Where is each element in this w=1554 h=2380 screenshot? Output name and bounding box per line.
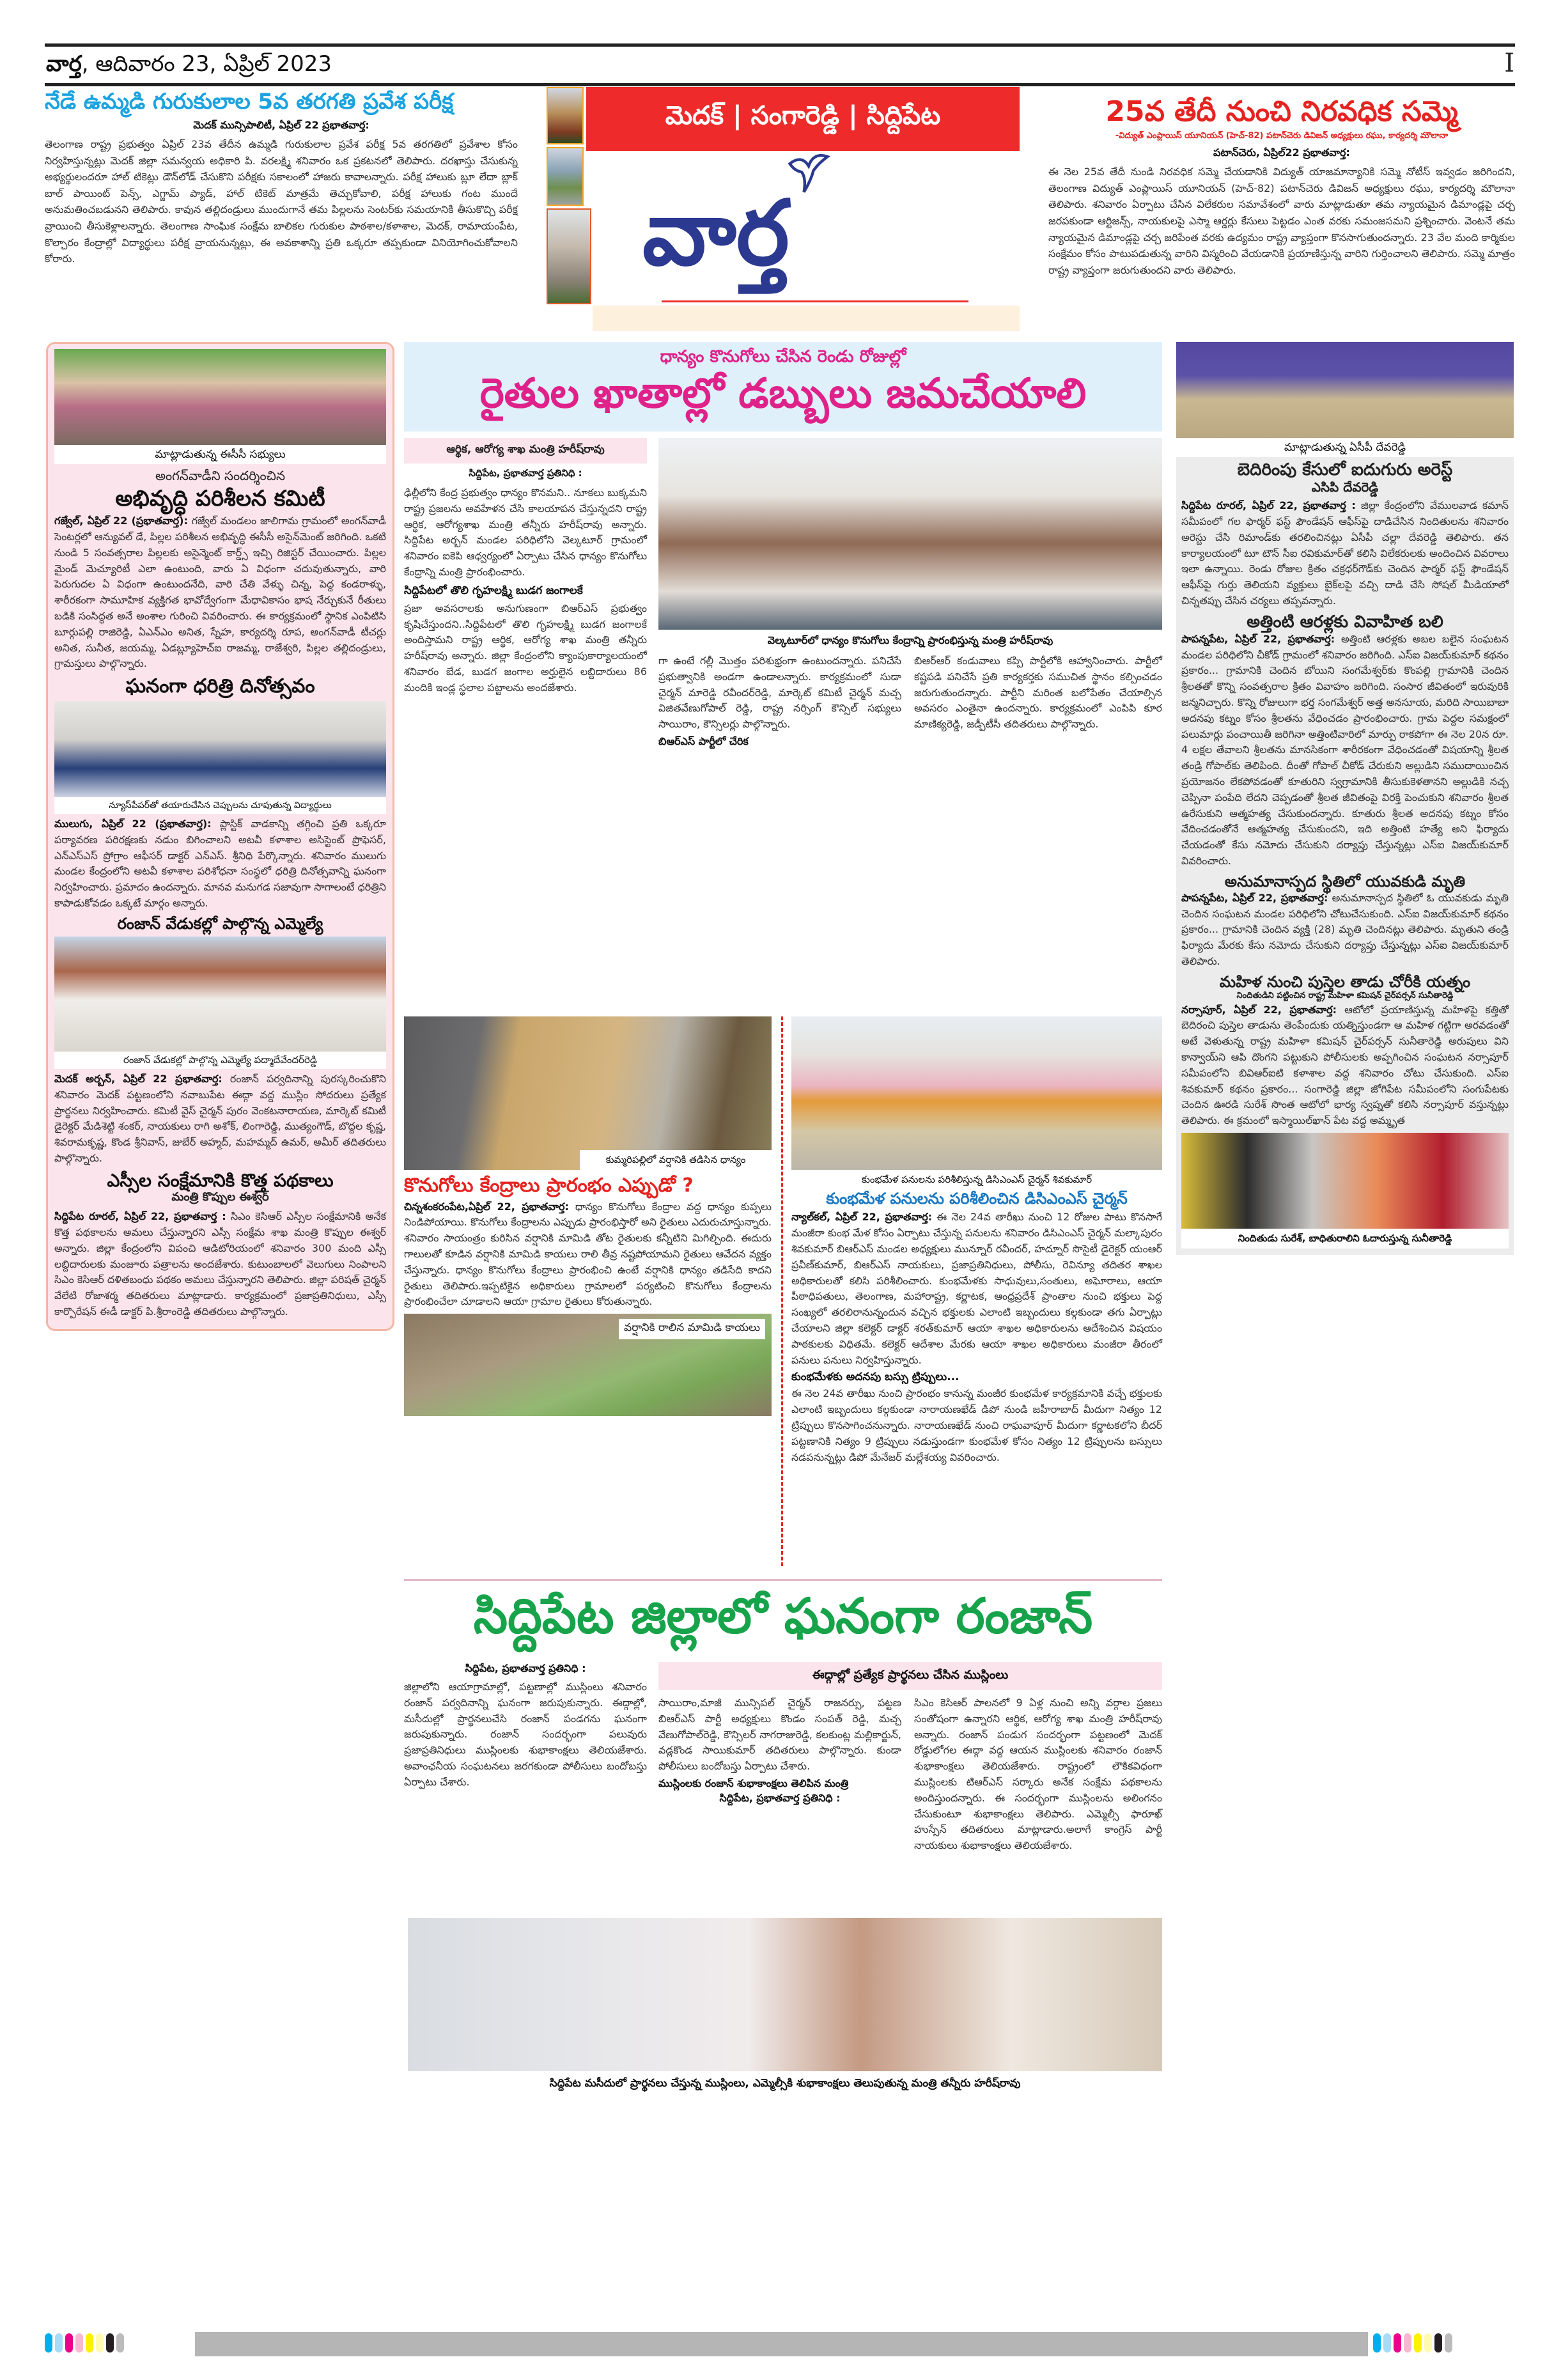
masthead-bottom-rule	[45, 83, 1515, 86]
bottom-lead-col2	[658, 1695, 901, 1807]
ramzan-prayers-photo	[408, 1918, 1162, 2071]
photo-caption: నిందితుడు సురేశ్, బాధితురాలిని ఓదారుస్తున్న సునీతారెడ్డి	[1181, 1229, 1509, 1249]
story-body	[54, 1071, 386, 1167]
headline: మహిళ నుంచి పుస్తెల తాడు చోరీకి యత్నం	[1219, 972, 1471, 991]
dateline: మెదక్ అర్బన్, ఏప్రిల్ 22 ప్రభాతవార్త:	[54, 1073, 222, 1085]
mango-photo	[404, 1314, 772, 1416]
center-lead-mid-col	[658, 653, 901, 750]
dateline: చిన్నశంకరంపేట,ఏప్రిల్ 22, ప్రభాతవార్త:	[404, 1200, 569, 1213]
headline: నేడే ఉమ్మడి గురుకులాల 5వ తరగతి ప్రవేశ పరీక్ష	[45, 89, 454, 114]
story-body: సాయిరాం,మాజీ మున్సిపల్ చైర్మన్ రాజనర్సు, పట్టణ బిఆర్ఎస్ పార్టీ అధ్యక్షులు కొండం సంపత్ రెడ్డి, మచ్చ వేణుగోపాల్‌రెడ్డి, కౌన్సిలర్ నాగరాజురెడ్డి, కలకుంట్ల మల్లికార్జున్, వడ్లకొండ సాయికుమార్ తదితరులు పాల్గొన్నారు. కుండా పోలీసులు బందోబస్తు ఏర్పాటు చేశారు.	[658, 1697, 901, 1773]
headline: బెదిరింపు కేసులో ఐదుగురు అరెస్ట్	[1237, 460, 1453, 480]
logo-underline	[662, 300, 968, 302]
subheadline: ఎసిపి దేవరెడ్డి	[1311, 479, 1379, 495]
black-mark	[106, 2333, 114, 2353]
story-body: బిఆర్ఆర్ కండువాలు కప్పి పార్టీలోకి ఆహ్వానించారు. పార్టీలో కష్టపడి పనిచేసే ప్రతి కార్యకర్తకు సముచిత స్థానం కల్పించడం జరుగుతుందన్నారు. పార్టీని మరింత బలోపేతం చేయాల్సిన అవసరం ఎంతైనా ఉందన్నారు. కార్యక్రమంలో ఎంపిపి కూర మాణిక్యరెడ్డి, జడ్పీటీసీ తదితరులు పాల్గొన్నారు.	[914, 655, 1162, 731]
right-column	[1176, 342, 1514, 1255]
story-body: తెలంగాణ రాష్ట్ర ప్రభుత్వం ఏప్రిల్ 23వ తేదీన ఉమ్మడి గురుకులాల ప్రవేశ పరీక్ష 5వ తరగతిలో ప్రవేశాల కోసం నిర్వహిస్తున్నట్లు మెదక్ జిల్లా సమన్వయ అధికారి పి. వరలక్ష్మి శనివారం ఒక ప్రకటనలో తెలిపారు. దరఖాస్తు చేసుకున్న అభ్యర్థులందరూ హాల్ టికెట్లు డౌన్‌లోడ్ చేసుకొని పరీక్షకు సకాలంలో హాజరు కావాలన్నారు. పరీక్ష హాలుకు బ్లూ లేదా బ్లాక్ బాల్ పాయింట్ పెన్స్, ఎగ్జామ్ ప్యాడ్, హాల్ టికెట్ మాత్రమే తెచ్చుకోవాలి, పరీక్ష హాలుకు గంట ముందే అనుమతించబడునని తెలిపారు. కావున తల్లిదండ్రులు ముందుగానే తమ పిల్లలను సెంటర్‌కు సమయానికి తీసుకొచ్చి పరీక్ష వ్రాయించి తీసుకెళ్లాలన్నారు. తెలంగాణ సాంఘిక సంక్షేమ బాలికల గురుకుల పాఠశాల/కళాశాల, మెదక్, రామాయంపేట, కొల్చారం కేంద్రాల్లో విద్యార్థులు పరీక్ష వ్రాయనున్నట్లు, ఈ అవకాశాన్ని ప్రతి ఒక్కరూ తప్పకుండా వినియోగించుకోవాలని కోరారు.	[45, 138, 518, 265]
photo-caption: మాట్లాడుతున్న ఏసీపీ దేవరెడ్డి	[1284, 441, 1406, 454]
grey-mark	[1445, 2333, 1452, 2353]
anganwadi-photo	[54, 349, 386, 445]
harish-rao-photo	[658, 438, 1162, 630]
photo-caption: రంజాన్ వేడుకల్లో పాల్గొన్న ఎమ్మెల్యే పద్మాదేవేందర్‌రెడ్డి	[54, 1052, 386, 1069]
dateline: సిద్దిపేట, ప్రభాతవార్త ప్రతినిధి :	[469, 467, 582, 479]
kicker: ధాన్యం కొనుగోలు చేసిన రెండు రోజుల్లో	[660, 347, 906, 366]
logo-wordmark: వార్త	[642, 182, 789, 286]
bottom-lead-col3	[914, 1695, 1162, 1854]
region-banner-text: మెదక్ | సంగారెడ్డి | సిద్దిపేట	[665, 101, 941, 130]
center-lead-header	[404, 342, 1162, 432]
cyan-mark	[45, 2333, 52, 2353]
story-body: ఈ నెల 25వ తేదీ నుండి నిరవధిక సమ్మె చేయడానికి విద్యుత్ యాజమాన్యానికి సమ్మె నోటీస్ ఇవ్వడం జరిగిందని, తెలంగాణ విద్యుత్ ఎంప్లాయిస్ యూనియన్ (హెచ్-82) పటాన్‌చెరు డివిజన్ అధ్యక్షులు రఘు, కార్యదర్శి మౌలానా తెలిపారు. శనివారం ఏర్పాటు చేసిన విలేకరుల సమావేశంలో వారు మాట్లాడుతూ తమ న్యాయమైన డిమాండ్లపై చర్చ జరపకుండా ఆర్టిజన్స్, నాయకులపై ఎస్మా ఆర్డర్లు కేసులు పెట్టడం ఎంత వరకు సమంజసమని ప్రశ్నించారు. వెంటనే తమ న్యాయమైన డిమాండ్లపై చర్చ జరిపేంత వరకు ఉద్యమం రాష్ట్ర వ్యాప్తంగా కొనసాగుతుందన్నారు. 23 వేల మంది కార్మికుల సంక్షేమం కోసం పాటుపడుతున్న వారిని విస్మరించి వేయడానికి ప్రయాణిస్తున్న వారిని గుర్తించాలని తెలిపారు. సమ్మె మాత్రం రాష్ట్ర వ్యాప్తంగా జరుగుతుందని వారు తెలిపారు.	[1048, 166, 1515, 276]
ramzan-mla-photo	[54, 937, 386, 1052]
column-separator	[781, 1016, 783, 1566]
dateline: సిద్దిపేట, ప్రభాతవార్త ప్రతినిధి :	[465, 1662, 586, 1674]
masthead-date: వార్త, ఆదివారం 23, ఏప్రిల్ 2023	[46, 51, 332, 77]
dateline: మెదక్ మున్సిపాలిటీ, ఏప్రిల్ 22 ప్రభాతవార్త:	[193, 119, 369, 132]
photo-caption: వెల్కటూర్‌లో ధాన్యం కొనుగోలు కేంద్రాన్ని ప్రారంభిస్తున్న మంత్రి హరీష్‌రావు	[767, 634, 1053, 646]
story-text: రంజాన్ పర్వదినాన్ని పురస్కరించుకొని శనివారం మెదక్ పట్టణంలోని నవాబుపేట ఈద్గా వద్ద ముస్లిం సోదరులు ప్రత్యేక ప్రార్థనలు నిర్వహించారు. కమిటీ వైస్ చైర్మన్ పురం వెంకటనారాయణ, మార్కెట్ కమిటీ డైరెక్టర్ మేడిశెట్టి శంకర్, నాయకులు రాగి అశోక్, లింగారెడ్డి, ముత్యంగౌడ్, బొద్దల కృష్ణ, శివరామకృష్ణ, కొండ శ్రీనివాస్, జుబేర్ అహ్మద్, మహమ్మద్ ఉమర్, అమీర్ తదితరులు పాల్గొన్నారు.	[54, 1073, 386, 1165]
headline: కుంభమేళ పనులను పరిశీలించిన డిసిఎంఎస్ చైర్మన్	[826, 1189, 1128, 1208]
magenta-mark	[1394, 2333, 1401, 2353]
subheadline: -విద్యుత్ ఎంప్లాయిస్ యూనియన్ (హెచ్-82) పటాన్‌చెరు డివిజన్ అధ్యక్షులు రఘు, కార్యదర్శి మౌలానా	[1115, 131, 1449, 141]
story-body: ఈ నెల 24వ తారీఖు నుంచి ప్రారంభం కానున్న మంజీర కుంభమేళ కార్యక్రమానికి వచ్చే భక్తులకు ఎలాంటి ఇబ్బందులు కల్గకుండా నారాయణఖేడ్ డిపో నుండి జహీరాబాద్ మీదుగా నిత్యం 12 ట్రిప్పులు కొనసాగించనున్నారు. నారాయణఖేడ్ నుంచి రాఘవాపూర్ మీదుగా కర్ణాటకలోని బీదర్ పట్టణానికి నిత్యం 9 ట్రిప్పులు నడుస్తుండగా కుంభమేళ కోసం నిత్యం 12 ట్రిప్పులను బస్సులు నడపనున్నట్లు డిపో మేనేజర్ మల్లేశయ్య వివరించారు.	[791, 1387, 1162, 1463]
headline: అనుమానాస్పద స్థితిలో యువకుడి మృతి	[1224, 872, 1466, 891]
story-body: ఢిల్లీలోని కేంద్ర ప్రభుత్వం ధాన్యం కొనమని.. నూకలు బుక్కమని రాష్ట్ర ప్రజలను అవహేళన చేసి కాలయాపన చేస్తున్నదని రాష్ట్ర ఆర్థిక, ఆరోగ్యశాఖ మంత్రి తన్నీరు హరీష్‌రావు అన్నారు. సిద్దిపేట అర్బన్ మండల పరిధిలోని వెల్కటూర్ గ్రామంలో శనివారం ఐకెపి ఆధ్వర్యంలో ఏర్పాటు చేసిన ధాన్యం కొనుగోలు కేంద్రాన్ని మంత్రి ప్రారంభించారు.	[404, 486, 647, 578]
photo-caption: వర్షానికి రాలిన మామిడి కాయలు	[619, 1319, 765, 1339]
light-cyan-mark	[1383, 2333, 1391, 2353]
light-yellow-mark	[1424, 2333, 1432, 2353]
dateline: గజ్వేల్, ఏప్రిల్ 22 (ప్రభాతవార్త):	[54, 515, 188, 527]
top-left-story	[45, 89, 518, 267]
photo-caption: కుమ్మరిపల్లిలో వర్షానికి తడిసిన ధాన్యం	[580, 1150, 772, 1171]
students-photo	[54, 701, 386, 797]
story-text: ఈ నెల 24వ తారీఖు నుంచి 12 రోజుల పాటు కొనసాగే మంజీరా కుంభ మేళ కోసం ఏర్పాటు చేస్తున్న పనులను శనివారం డిసిఎంఎస్ చైర్మన్ మల్కాపురం శివకుమార్ బిఆర్ఎస్ మండల అధ్యక్షులు మున్నూర్ రవీందర్, హద్నూర్ సొసైటీ డైరెక్టర్ యంఆర్ ప్రవీణ్‌కుమార్, బిఆర్ఎస్ నాయకులు, ప్రజాప్రతినిధులు, పోలీసు, రెవిన్యూ తదితర శాఖల అధికారులతో కలిసి పరిశీలించారు. కుంభమేళకు సాధువులు,సంతులు, అఘోరాలు, ఆయా పీఠాధిపతులు, తెలంగాణ, మహారాష్ట్ర, కర్ణాటక, ఆంధ్రప్రదేశ్ ప్రాంతాల నుంచి భక్తులు పెద్ద సంఖ్యలో తరలిరానున్నందున వచ్చిన భక్తులకు ఎలాంటి ఇబ్బందులు కల్గకుండా తగు ఏర్పాట్లు చేయాలని జిల్లా కలెక్టర్ డాక్టర్ శరత్‌కుమార్ ఆయా శాఖల అధికారులను ఆదేశించిన విషయం పాఠకులకు విధితమే. కలెక్టర్ ఆదేశాల మేరకు ఆయా శాఖల అధికారులు మంజీరా తీరంలో పనులు పనులు నిర్వహిస్తున్నారు.	[791, 1211, 1162, 1366]
kicker: అంగన్‌వాడీని సందర్శించిన	[155, 468, 285, 484]
bottom-lead-col1	[404, 1662, 647, 1791]
center-mid-left	[404, 1016, 772, 1416]
story-body	[1181, 498, 1509, 609]
story-body: గా ఉంటే గల్లీ మొత్తం పరిశుభ్రంగా ఉంటుందన్నారు. పనిచేసే ప్రభుత్వానికి అండగా ఉండాలన్నారు. కార్యక్రమంలో సుడా చైర్మన్ మారెడ్డి రవీందర్‌రెడ్డి, మార్కెట్ కమిటీ చైర్మన్ మచ్చ విజితవేణుగోపాల్ రెడ్డి, రాష్ట్ర నర్సింగ్ కౌన్సిల్ సభ్యులు సాయిరాం, కౌన్సిలర్లు పాల్గొన్నారు.	[658, 655, 901, 731]
paper-name-small: వార్త	[46, 51, 82, 77]
center-lead-left-col	[404, 438, 647, 696]
headline: ఘనంగా ధరిత్రి దినోత్సవం	[125, 675, 315, 698]
headline: అభివృద్ధి పరిశీలన కమిటీ	[115, 486, 325, 512]
subhead: ముస్లింలకు రంజాన్ శుభాకాంక్షలు తెలిపిన మంత్రి	[658, 1777, 849, 1789]
story-body: సిఎం కెసిఆర్ పాలనలో 9 ఏళ్ల నుంచి అన్ని వర్గాల ప్రజలు సంతోషంగా ఉన్నారని ఆర్థిక, ఆరోగ్య శాఖ మంత్రి హరీష్‌రావు అన్నారు. రంజాన్ పండుగ సందర్భంగా పట్టణంలో మెదక్ రోడ్డులోగల ఈద్గా వద్ద ఆయన ముస్లింలకు శనివారం రంజాన్ శుభాకాంక్షలు తెలియజేశారు. రాష్ట్రంలో లౌకికవిధంగా ముస్లింలకు టిఆర్ఎస్ సర్కారు అనేక సంక్షేమ పథకాలను అందిస్తుందన్నారు. ఈ సందర్భంగా ముస్లింలను అలింగనం చేసుకుంటూ శుభాకాంక్షలు తెలిపారు. ఎమ్మెల్సీ ఫారూఖ్ హుస్సేన్ తదితరులు మాట్లాడారు.అలాగే కాంగ్రెస్ పార్టీ నాయకులు శుభాకాంక్షలు తెలియజేశారు.	[914, 1697, 1162, 1852]
story-text: అనుమానాస్పద స్థితిలో ఓ యువకుడు మృతి చెందిన సంఘటన మండల పరిధిలోని చోటుచేసుకుంది. ఎస్ఐ విజయ్‌కుమార్ కథనం ప్రకారం... గ్రామానికి చెందిన వ్యక్తి (28) మృతి చెందినట్లు తెలిపారు. మృతుని తండ్రి ఫిర్యాదు మేరకు కేసు నమోదు చేసుకుని దర్యాప్తు చేస్తున్నట్లు ఎస్ఐ విజయ్‌కుమార్ తెలిపారు.	[1181, 891, 1509, 967]
photo-caption: న్యూస్‌పేపర్‌తో తయారుచేసిన చెప్పులను చూపుతున్న విద్యార్థులు	[54, 797, 386, 814]
story-body	[404, 1199, 772, 1311]
story-body: జిల్లాలోని ఆయాగ్రామాల్లో, పట్టణాల్లో ముస్లింలు శనివారం రంజాన్ పర్వదినాన్ని ఘనంగా జరుపుకున్నారు. ఈద్గాల్లో, మసీదుల్లో ప్రార్థనలుచేసి రంజాన్ పండగను ఘనంగా జరుపుకున్నారు. రంజాన్ సందర్భంగా పలువురు ప్రజాప్రతినిధులు ముస్లింలకు శుభాకాంక్షలు తెలియజేశారు. అవాంఛనీయ సంఘటనలు జరగకుండా పోలీసులు బందోబస్తు ఏర్పాటు చేశారు.	[404, 1681, 647, 1788]
cyan-mark	[1373, 2333, 1381, 2353]
dateline: సిద్దిపేట రూరల్, ఏప్రిల్ 22, ప్రభాతవార్త :	[54, 1210, 226, 1223]
story-text: ధాన్యం కొనుగోలు కేంద్రాల వద్ద ధాన్యం కుప్పలు నిండిపోయాయి. కొనుగోలు కేంద్రాలను ఎప్పుడు ప్రారంభిస్తారో అని రైతులు ఎదురుచూస్తున్నారు. శనివారం సాయంత్రం కురిసిన వర్షానికి మామిడి తోట రైతులకు కన్నీటిని మిగిల్చింది. ఈదురు గాలులతో కూడిన వర్షానికి మామిడి కాయలు రాలి తీవ్ర నష్టపోయామని రైతులు ఆవేదన వ్యక్తం చేస్తున్నారు. ధాన్యం కొనుగోలు కేంద్రాలు ప్రారంభించి ఉంటే వర్షానికి ధాన్యం తడిసేది కాదని రైతులు తెలిపారు.ఇప్పటికైన అధికారులు గ్రామాలలో పర్యటించి కొనుగోలు కేంద్రాలను ప్రారంభించేలా చూడాలని ఆయా గ్రామాల రైతులు కోరుతున్నారు.	[404, 1200, 772, 1308]
right-column-box	[1176, 457, 1514, 1255]
date-line: ఆదివారం 23, ఏప్రిల్ 2023	[95, 51, 332, 77]
dateline: పాపన్నపేట, ఏప్రిల్ 22, ప్రభాతవార్త:	[1181, 632, 1335, 645]
story-body	[791, 1209, 1162, 1368]
light-cyan-mark	[55, 2333, 63, 2353]
top-rule	[45, 43, 1515, 47]
temple-photo	[547, 87, 584, 144]
story-text: ఆటోలో ప్రయాణిస్తున్న మహిళపై కత్తితో బెదిరంచి పుస్తెల తాడును తెంపేందుకు యత్నిస్తుండగా ఆ మహిళ గట్టిగా అరవడంతో అటే వెళుతున్న రాష్ట్ర మహిళా కమిషన్ చైర్‌పర్సన్ సునీతారెడ్డి అరుపులు విని కాన్వాయ్‌ని ఆపి దొంగని పట్టుకుని పోలీసులకు అప్పగించిన సంఘటన నర్సాపూర్ సమీపంలోని బివిఆర్‌ఐటి కళాశాల వద్ద శనివారం చోటు చేసుకుంది. ఎస్ఐ శివకుమార్ కథనం ప్రకారం... సంగారెడ్డి జిల్లా జోగిపేట సమీపంలోని సంగుపేటకు చెందిన ఊరడి సురేశ్ సొంత ఆటోలో భార్య స్వప్నతో కలిసి నర్సాపూర్ వస్తున్నట్లు తెలిపారు. ఈ క్రమంలో ఇస్మాయిల్‌ఖాన్ పేట వద్ద అమ్మృత	[1181, 1003, 1509, 1127]
registration-marks-left	[45, 2333, 127, 2355]
bottom-lead	[404, 1589, 1162, 1643]
yellow-mark	[1414, 2333, 1422, 2353]
story-body	[54, 816, 386, 912]
dateline: ములుగు, ఏప్రిల్ 22 (ప్రభాతవార్త):	[54, 817, 212, 830]
story-body	[54, 1209, 386, 1320]
auto-theft-photo	[1181, 1133, 1509, 1229]
registration-marks-right	[1373, 2333, 1455, 2355]
story-body	[1181, 891, 1509, 970]
story-body	[1181, 632, 1509, 869]
yellow-mark	[86, 2333, 93, 2353]
kumbhamela-photo	[791, 1016, 1162, 1170]
left-column	[46, 342, 394, 1331]
light-magenta-mark	[75, 2333, 83, 2353]
acp-press-photo	[1176, 342, 1514, 438]
subheadline: నిందితుడిని పట్టించిన రాష్ట్ర మహిళా కమిషన్ చైర్‌పర్సన్ సునీతారెడ్డి	[1236, 990, 1454, 1000]
headline: రైతుల ఖాతాల్లో డబ్బులు జమచేయాలి	[479, 370, 1087, 417]
photo-caption: మాట్లాడుతున్న ఈసీసీ సభ్యులు	[54, 445, 386, 464]
headline: అత్తింటి ఆరళ్లకు వివాహిత బలి	[1247, 612, 1443, 632]
light-magenta-mark	[1404, 2333, 1411, 2353]
photo-caption: సిద్దిపేట మసీదులో ప్రార్థనలు చేస్తున్న ముస్లింలు, ఎమ్మెల్సీకి శుభాకాంక్షలు తెలుపుతున్న మంత్రి తన్నీరు హరీష్‌రావు	[549, 2077, 1021, 2090]
story-text: సిఎం కెసిఆర్ ఎస్సీల సంక్షేమానికి అనేక కొత్త పథకాలను అమలు చేస్తున్నారని ఎస్సీ సంక్షేమ శాఖ మంత్రి కొప్పుల ఈశ్వర్ అన్నారు. జిల్లా కేంద్రంలోని విపంచి ఆడిటోరియంలో శనివారం 300 మంది ఎస్సీ లబ్దిదారులకు మంజూరు పత్రాలను అందజేశారు. కుటుంబాలలో వెలుగులు నింపాలని సిఎం కెసిఆర్ దళితబంధు పథకం అమలు చేస్తున్నారని తెలిపారు. జిల్లా పరిషత్ చైర్మన్ వేలేటి రోజాశర్మ తదితరులు మాట్లాడారు. కార్యక్రమంలో ప్రజాప్రతినిధులు, ఎస్సీ కార్పొరేషన్ ఈడీ డాక్టర్ పి.శ్రీరాంరెడ్డి తదితరులు పాల్గొన్నారు.	[54, 1210, 386, 1318]
subhead-dateline: సిద్దిపేట, ప్రభాతవార్త ప్రతినిధి :	[719, 1791, 841, 1804]
light-yellow-mark	[96, 2333, 104, 2353]
subhead: బిఆర్ఎస్ పార్టీలో చేరిక	[658, 735, 749, 747]
headline: కొనుగోలు కేంద్రాలు ప్రారంభం ఎప్పుడో ?	[404, 1174, 694, 1197]
center-lead-right-col	[914, 653, 1162, 733]
dove-icon	[783, 150, 834, 194]
bottom-lead-box	[658, 1662, 1162, 1690]
logo-footer-band	[593, 306, 1020, 331]
magenta-mark	[65, 2333, 73, 2353]
church-photo	[547, 208, 591, 304]
photo-caption: కుంభమేళ పనులను పరిశీలిస్తున్న డిసిఎంఎస్ చైర్మన్ శివకుమార్	[861, 1174, 1092, 1185]
black-mark	[1434, 2333, 1442, 2353]
subheadline: మంత్రి కొప్పుల ఈశ్వర్	[171, 1190, 269, 1204]
story-text: అత్తింటి ఆరళ్లకు అబల బలైన సంఘటన మండల పరిధిలోని చీకోడ్ గ్రామంలో శనివారం జరిగింది. ఎస్ఐ విజయ్‌కుమార్ కథనం ప్రకారం... గ్రామానికి చెందిన బోయిని సంగమేశ్వర్‌కు కొంపల్లి గ్రామానికి చెందిన శ్రీలతతో కొన్ని సంవత్సరాల క్రితం వివాహం జరిగింది. సంసార జీవితంలో ఇరువురికి జన్మనిచ్చారు. కొన్ని రోజులుగా భర్త సంగమేశ్వర్ అత్త అనసూయ, మరిది సాయిబాబా అదనపు కట్నం కోసం శ్రీలతను వేధించడం ప్రారంభించారు. గ్రామ పెద్దల సమక్షంలో పలుమార్లు పంచాయితీ జరిగినా అత్తింటివారిలో మార్పు రాకపోగా ఈ నెల 20న రూ. 4 లక్షల తేవాలని శ్రీలతను మానసికంగా శారీరకంగా వేధించడంతో విషయాన్ని శ్రీలత తండ్రి గోపాల్‌కు తెలిపింది. దీంతో గోపాల్ చీకోడ్ చేరుకుని అల్లుడిని సముదాయించిన ప్రయోజనం లేకపోవడంతో కూతురిని స్వగ్రామానికి తీసుకుకెళతానని అల్లుడికి నచ్చ చెప్పినా పంపేది లేదని చెప్పడంతో శ్రీలత జీవితంపై విరక్తి పెంచుకుని శనివారం శ్రీలత ఉరేసుకుని ఆత్మహత్య చేసుకుందన్నారు. కూతురు శ్రీలత అదనపు కట్నం కోసం వేదించడంతోనే ఆత్మహత్య చేసుకుందని, ఇది అత్తింటి హత్యే అని ఫిర్యాదు చేయడంతో కేసు నమోదు చేసుకుని దర్యాప్తు చేస్తున్నట్లు ఎస్ఐ విజయ్‌కుమార్ వివరించారు.	[1181, 632, 1509, 867]
story-text: గజ్వేల్ మండలం జాలిగామ గ్రామంలో అంగన్‌వాడీ సెంటర్లలో ఆన్యువల్ డే, పిల్లల పరిశీలన అభివృద్ధి ఈసీసీ అసైన్‌మెంట్ జరిగింది. ఒకటి నుండి 5 సంవత్సరాల పిల్లలకు అసైన్మెంట్ కార్డ్స్ ఇచ్చి రిజిస్టర్ చేయించారు. పిల్లల మైండ్ మెచ్యూరిటీ ఎలా ఉంటుంది, వారు ఏ విధంగా చదువుతున్నారు, వారి పెరుగుదల ఏ విధంగా ఉంటుందనేది, వారి చేతి వేళ్ళు చిన్న, పెద్ద కండరాళ్ళు, శారీరకంగా సామూహిక వ్యక్తిగత భావోద్వేగంగా మేధావికాసం భాష నేర్చుకునే రీతులు బడికి సంసిద్ధత అనే అంశాల గురించి వివరించారు. ఈ కార్యక్రమంలో స్థానిక ఎంపిటిసి బూర్గుపల్లి రాజిరెడ్డి, ఏఎన్ఎం అనిత, స్నేహ, కార్యదర్శి రూప, అంగన్‌వాడీ టీచర్లు అనిత, సునీత, జయమ్మ, ఏడబ్ల్యూహెచ్ఐ రాజమ్మ, రాజేశ్వరి, పిల్లల తల్లిదండ్రులు, గ్రామస్తులు పాల్గొన్నారు.	[54, 515, 387, 670]
building-photo	[547, 147, 584, 206]
masthead-logo-block	[547, 87, 1020, 333]
page-number: I	[1504, 49, 1514, 78]
box-headline: ఈద్గాల్లో ప్రత్యేక ప్రార్థనలు చేసిన ముస్లింలు	[812, 1667, 1009, 1682]
registration-grey-bar	[195, 2332, 1368, 2356]
story-text: ప్లాస్టిక్ వాడకాన్ని తగ్గించి ప్రతి ఒక్కరూ పర్యావరణ పరిరక్షణకు నడుం బిగించాలని అటవీ కళాశాల అసిస్టెంట్ ప్రొఫెసర్, ఎన్ఎస్ఎస్ ప్రోగ్రాం ఆఫీసర్ డాక్టర్ ఎన్ఎస్. శ్రీనిధి పేర్కొన్నారు. శనివారం ములుగు మండల కేంద్రంలోని అటవీ కళాశాల పరిశోధనా సంస్థలో ధరిత్రి దినోత్సవాన్ని ఘనంగా నిర్వహించారు. ప్రమాదం ఉందన్నారు. మానవ మనుగడ సజావుగా సాగాలంటే ధరిత్రిని కాపాడుకోవడం ఒక్కటే మార్గం అన్నారు.	[54, 817, 387, 909]
dateline: న్యాల్‌కల్, ఏప్రిల్ 22, ప్రభాతవార్త:	[791, 1211, 933, 1224]
byline-box: ఆర్థిక, ఆరోగ్య శాఖ మంత్రి హరీష్‌రావు	[404, 438, 647, 463]
dateline: పాపన్నపేట, ఏప్రిల్ 22, ప్రభాతవార్త:	[1181, 891, 1328, 904]
story-body: ప్రజా అవసరాలకు అనుగుణంగా బిఆర్ఎస్ ప్రభుత్వం కృషిచేస్తుందని..సిద్దిపేటలో తొలి గృహలక్ష్మి బుడగ జంగాలకే అందిస్తామని రాష్ట్ర ఆర్థిక, ఆరోగ్య శాఖ మంత్రి తన్నీరు హరీష్‌రావు అన్నారు. జిల్లా కేంద్రంలోని క్యాంపుకార్యాలయంలో శనివారం బేడ, బుడగ జంగాల అర్హులైన లబ్దిదారులు 86 మందికి ఇండ్ల స్థలాల పట్టాలను అందజేశారు.	[404, 602, 647, 694]
headline: 25వ తేదీ నుంచి నిరవధిక సమ్మె	[1105, 95, 1458, 128]
story-body	[54, 513, 386, 672]
subhead: సిద్దిపేటలో తొలి గృహలక్ష్మి బుడగ జంగాలకే	[404, 584, 583, 597]
section-rule	[404, 1579, 1162, 1581]
subhead: కుంభమేళకు అదనపు బస్సు ట్రిప్పులు...	[791, 1371, 960, 1384]
region-banner	[586, 87, 1020, 151]
story-text: జిల్లా కేంద్రంలోని వేములవాడ కమాన్ సమీపంలో గల ఫార్మర్ ఫస్ట్ ఫౌండేషన్ ఆఫీస్‌పై దాడిచేసిన నిందితులను శనివారం అరెస్టు చేసి రిమాండ్‌కు తరలించినట్లు ఏసీపీ చల్లా దేవరెడ్డి తెలిపారు. తన కార్యాలయంలో టూ టౌన్ సీఐ రవికుమార్‌తో కలిసి విలేకరులకు అందించిన వివరాలు ఇలా ఉన్నాయి. రెండు రోజుల క్రితం చక్రధర్‌గౌడ్‌కు చెందిన ఫార్మర్ ఫస్ట్ ఫౌండేషన్ ఆఫీస్‌పై గుర్తు తెలియని వ్యక్తులు బైక్‌లపై వచ్చి దాడి చేసి సోషల్ మీడియాలో చిన్నతప్పు చేసిన చర్యలు తప్పవన్నారు.	[1181, 499, 1509, 607]
story-body	[1181, 1002, 1509, 1129]
grey-mark	[116, 2333, 124, 2353]
center-mid-right	[791, 1016, 1162, 1465]
wet-grain-photo	[404, 1016, 772, 1170]
dateline: సిద్దిపేట రూరల్, ఏప్రిల్ 22, ప్రభాతవార్త :	[1181, 499, 1356, 512]
headline: సిద్దిపేట జిల్లాలో ఘనంగా రంజాన్	[473, 1587, 1093, 1644]
headline: రంజాన్ వేడుకల్లో పాల్గొన్న ఎమ్మెల్యే	[117, 914, 323, 933]
dateline: పటాన్‌చెరు, ఏప్రిల్22 ప్రభాతవార్త:	[1213, 146, 1350, 159]
dateline: నర్సాపూర్, ఏప్రిల్ 22, ప్రభాతవార్త:	[1181, 1003, 1337, 1016]
headline: ఎస్సీల సంక్షేమానికి కొత్త పథకాలు	[107, 1169, 334, 1191]
top-right-story	[1048, 96, 1515, 278]
